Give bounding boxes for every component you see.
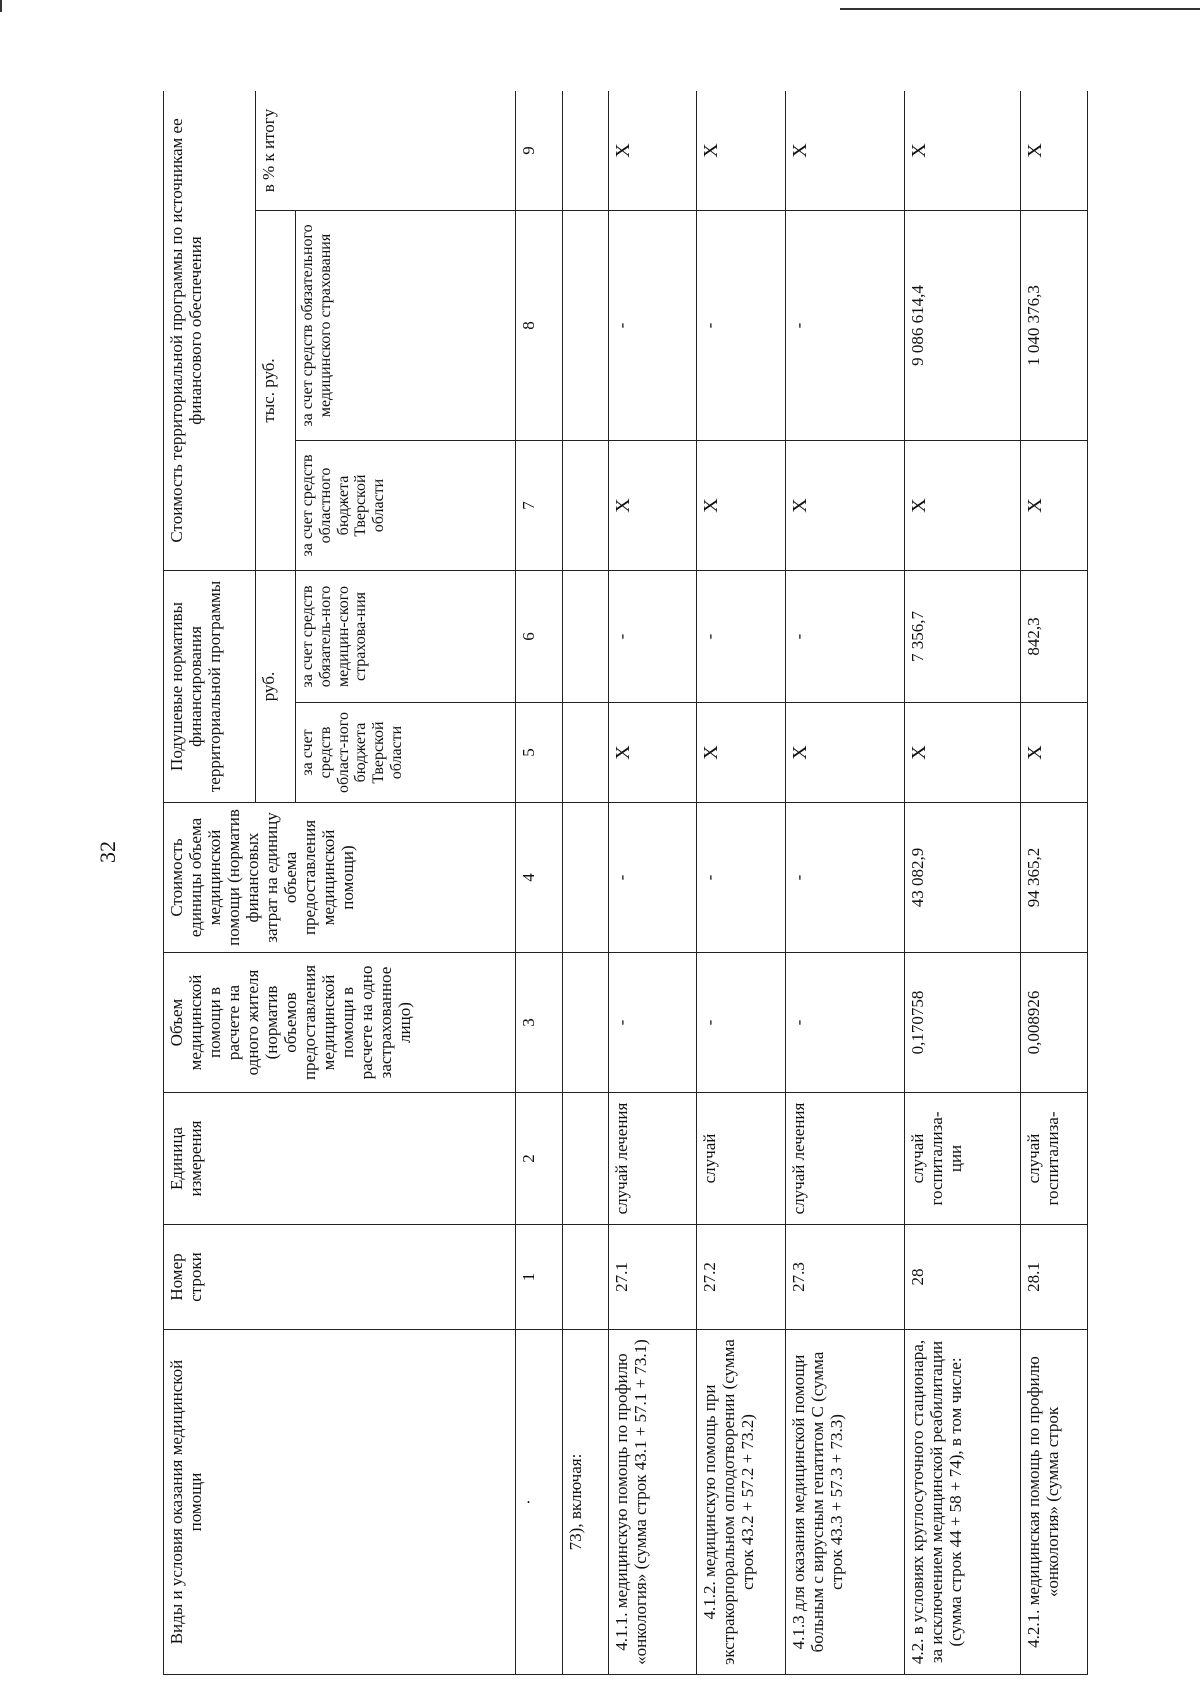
colnum-1: 1 [515, 1225, 563, 1330]
row-budget-rub: Х [786, 703, 905, 803]
header-row-num: Номер строки [164, 1225, 516, 1330]
row-oms-rub: - [696, 570, 785, 702]
row-unit: случай госпитализа- [1021, 1093, 1088, 1225]
table-row [696, 91, 785, 1675]
cont-cell [563, 703, 609, 803]
row-name: 4.1.3 для оказания медицинской помощи больным с вирусным гепатитом С (сумма строк 43.3 + 57.3 + 73.3) [786, 1330, 905, 1675]
colnum-4: 4 [515, 803, 563, 953]
cont-cell [563, 803, 609, 953]
row-number: 28.1 [1021, 1225, 1088, 1330]
continuation-text: 73), включая: [563, 1330, 609, 1675]
row-cost: - [696, 803, 785, 953]
row-cost: 43 082,9 [904, 803, 1021, 953]
header-volume: Объем медицинской помощи в расчете на одного жителя (норматив объемов предоставления медицинской помощи в расчете на одно застрахованное лицо) [164, 953, 516, 1093]
header-rub: руб. [256, 570, 296, 802]
colnum-9: 9 [515, 91, 563, 210]
header-cost: Стоимость единицы объема медицинской помощи (норматив финансовых затрат на единицу объема предоставления медицинской помощи) [164, 803, 516, 953]
row-budget-rub: Х [696, 703, 785, 803]
header-row-1 [164, 91, 256, 1675]
row-unit: случай лечения [786, 1093, 905, 1225]
row-number: 27.1 [608, 1225, 696, 1330]
row-number: 27.3 [786, 1225, 905, 1330]
row-percent: Х [786, 91, 905, 210]
header-oms-thous: за счет средств обязательного медицинского страхования [295, 210, 515, 440]
row-number: 28 [904, 1225, 1021, 1330]
header-percapita-group: Подушевые нормативы финансирования территориальной программы [164, 570, 256, 802]
row-budget-thous: Х [608, 440, 696, 570]
row-cost: - [786, 803, 905, 953]
left-edge-mark [0, 0, 2, 12]
header-cost-program-group: Стоимость территориальной программы по источникам ее финансового обеспечения [164, 91, 256, 570]
column-numbers-row [515, 91, 563, 1675]
row-budget-thous: Х [696, 440, 785, 570]
row-name: 4.2.1. медицинская помощь по профилю «онкология» (сумма строк [1021, 1330, 1088, 1675]
row-unit: случай лечения [608, 1093, 696, 1225]
colnum-8: 8 [515, 210, 563, 440]
row-oms-thous: - [696, 210, 785, 440]
top-edge-line [840, 8, 1200, 10]
table-row [786, 91, 905, 1675]
row-volume: - [786, 953, 905, 1093]
cont-cell [563, 210, 609, 440]
row-percent: Х [1021, 91, 1088, 210]
row-percent: Х [696, 91, 785, 210]
row-budget-rub: Х [608, 703, 696, 803]
table-frame [163, 91, 1088, 1675]
colnum-2: 2 [515, 1093, 563, 1225]
row-budget-thous: Х [1021, 440, 1088, 570]
row-number: 27.2 [696, 1225, 785, 1330]
row-budget-thous: Х [904, 440, 1021, 570]
data-table [163, 91, 1088, 1675]
cont-cell [563, 953, 609, 1093]
row-oms-rub: 842,3 [1021, 570, 1088, 702]
cont-cell [563, 91, 609, 210]
header-thous-rub: тыс. руб. [256, 210, 296, 570]
row-oms-rub: - [786, 570, 905, 702]
row-oms-rub: - [608, 570, 696, 702]
row-unit: случай [696, 1093, 785, 1225]
row-volume: 0,170758 [904, 953, 1021, 1093]
row-percent: Х [608, 91, 696, 210]
row-volume: - [696, 953, 785, 1093]
row-name: 4.2. в условиях круглосуточного стационара, за исключением медицинской реабилитации (сумма строк 44 + 58 + 74), в том числе: [904, 1330, 1021, 1675]
colnum-5: 5 [515, 703, 563, 803]
row-unit: случай госпитализа-ции [904, 1093, 1021, 1225]
row-volume: 0,008926 [1021, 953, 1088, 1093]
cont-cell [563, 1093, 609, 1225]
header-oms-rub: за счет средств обязатель-ного медицин-ского страхова-ния [295, 570, 515, 702]
row-oms-thous: 9 086 614,4 [904, 210, 1021, 440]
row-oms-thous: - [608, 210, 696, 440]
cont-cell [563, 1225, 609, 1330]
row-percent: Х [904, 91, 1021, 210]
header-types: Виды и условия оказания медицинской помощи [164, 1330, 516, 1675]
colnum-3: 3 [515, 953, 563, 1093]
row-volume: - [608, 953, 696, 1093]
continuation-row [563, 91, 609, 1675]
colnum-6: 6 [515, 570, 563, 702]
row-oms-thous: - [786, 210, 905, 440]
colnum-7: 7 [515, 440, 563, 570]
header-budget-thous: за счет средств областного бюджета Тверской области [295, 440, 515, 570]
row-budget-rub: Х [1021, 703, 1088, 803]
row-budget-rub: Х [904, 703, 1021, 803]
table-row [608, 91, 696, 1675]
header-percent: в % к итогу [256, 91, 515, 210]
row-budget-thous: Х [786, 440, 905, 570]
table-row [904, 91, 1021, 1675]
table-row [1021, 91, 1088, 1675]
row-name: 4.1.1. медицинскую помощь по профилю «онкология» (сумма строк 43.1 + 57.1 + 73.1) [608, 1330, 696, 1675]
header-dot: · [515, 1330, 563, 1675]
row-name: 4.1.2. медицинскую помощь при экстракорпоральном оплодотворении (сумма строк 43.2 + 57.2 + 73.2) [696, 1330, 785, 1675]
cont-cell [563, 440, 609, 570]
header-unit: Единица измерения [164, 1093, 516, 1225]
rotated-table-container [163, 91, 1088, 1675]
row-cost: 94 365,2 [1021, 803, 1088, 953]
row-oms-thous: 1 040 376,3 [1021, 210, 1088, 440]
header-budget-rub: за счет средств област-ного бюджета Тверской области [295, 703, 515, 803]
cont-cell [563, 570, 609, 702]
page-number: 32 [95, 841, 120, 863]
row-cost: - [608, 803, 696, 953]
row-oms-rub: 7 356,7 [904, 570, 1021, 702]
